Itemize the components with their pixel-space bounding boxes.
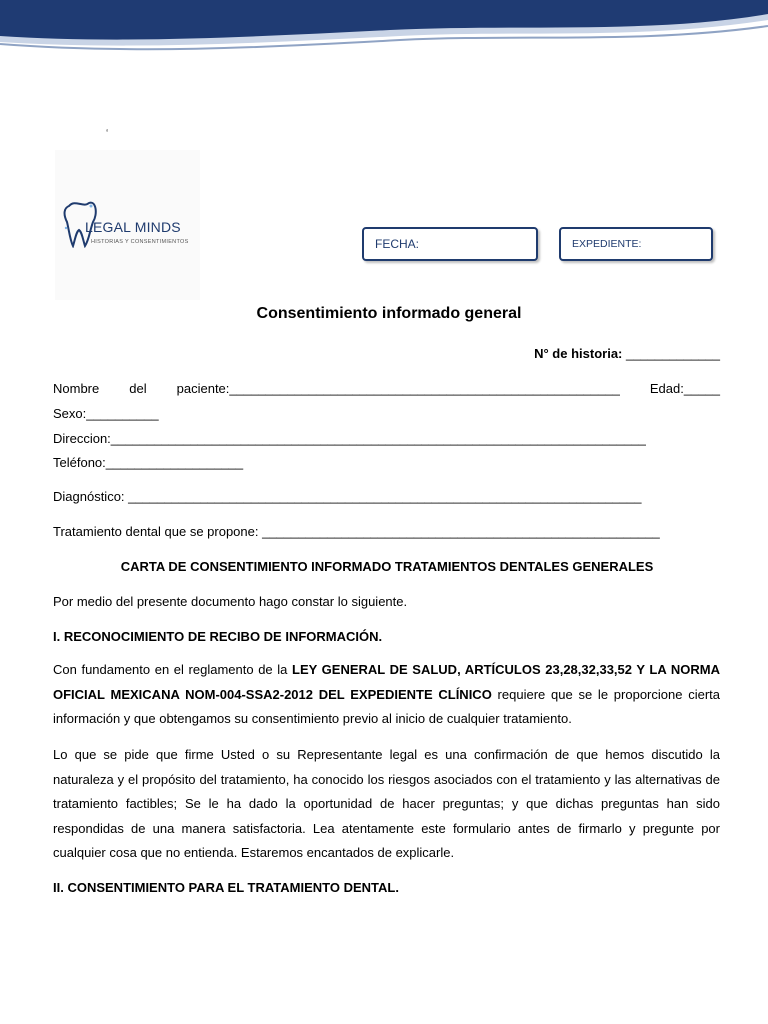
- fecha-field[interactable]: [362, 227, 538, 261]
- expediente-field[interactable]: [559, 227, 713, 261]
- carta-heading: CARTA DE CONSENTIMIENTO INFORMADO TRATAMIENTOS DENTALES GENERALES: [120, 559, 654, 574]
- paragraph-1: [53, 658, 720, 732]
- fecha-label: FECHA:: [375, 237, 420, 251]
- document-title: Consentimiento informado general: [256, 305, 522, 322]
- nombre-paciente: paciente:______________________________________________________: [176, 381, 620, 396]
- logo: [55, 150, 200, 300]
- tratamiento-line: Tratamiento dental que se propone: _______________________________________________________: [53, 524, 660, 539]
- p1-text-a: Con fundamento en el reglamento de la: [53, 662, 293, 677]
- section-2-heading: II. CONSENTIMIENTO PARA EL TRATAMIENTO DENTAL.: [53, 880, 399, 895]
- section-1-heading: I. RECONOCIMIENTO DE RECIBO DE INFORMACIÓN.: [53, 629, 383, 644]
- intro-text: Por medio del presente documento hago constar lo siguiente.: [53, 594, 408, 609]
- direccion-line: Direccion:__________________________________________________________________________: [53, 431, 646, 446]
- logo-subtitle: HISTORIAS Y CONSENTIMIENTOS: [91, 239, 189, 245]
- logo-name: LEGAL MINDS: [85, 219, 181, 235]
- historia-blank: _____________: [626, 346, 720, 361]
- nombre-label: Nombre: [53, 381, 100, 396]
- sexo-line: Sexo:__________: [53, 406, 159, 421]
- header-wave: [0, 0, 768, 80]
- p1-text-b: requiere que se le proporcione cierta información y que obtengamos su consentimiento previo al inicio de cualquier tratamiento.: [53, 686, 720, 726]
- telefono-line: Teléfono:___________________: [53, 455, 244, 470]
- p1-text-bold: LEY GENERAL DE SALUD, ARTÍCULOS 23,28,32,33,52 Y LA NORMA OFICIAL MEXICANA NOM-004-SSA2-2012 DEL EXPEDIENTE CLÍNICO: [53, 662, 720, 702]
- paragraph-2: Lo que se pide que firme Usted o su Representante legal es una confirmación de que hemos discutido la naturaleza y el propósito del tratamiento, ha conocido los riesgos asociados con el tratamiento y las alternativas de tratamiento factibles; Se le ha dado la oportunidad de hacer preguntas; y que dichas preguntas han sido respondidas de una manera satisfactoria. Lea atentamente este formulario antes de firmarlo y pregunte por cualquier cosa que no entienda. Estaremos encantados de explicarle.: [53, 747, 720, 860]
- nombre-line: [53, 381, 720, 396]
- edad-field: Edad:_____: [649, 381, 720, 396]
- stray-mark: ‘: [106, 128, 109, 139]
- expediente-label: EXPEDIENTE:: [572, 238, 642, 250]
- historia-line: [534, 346, 720, 361]
- diagnostico-line: Diagnóstico: _______________________________________________________________________: [53, 489, 642, 504]
- historia-label: N° de historia:: [534, 346, 623, 361]
- nombre-del: del: [129, 381, 147, 396]
